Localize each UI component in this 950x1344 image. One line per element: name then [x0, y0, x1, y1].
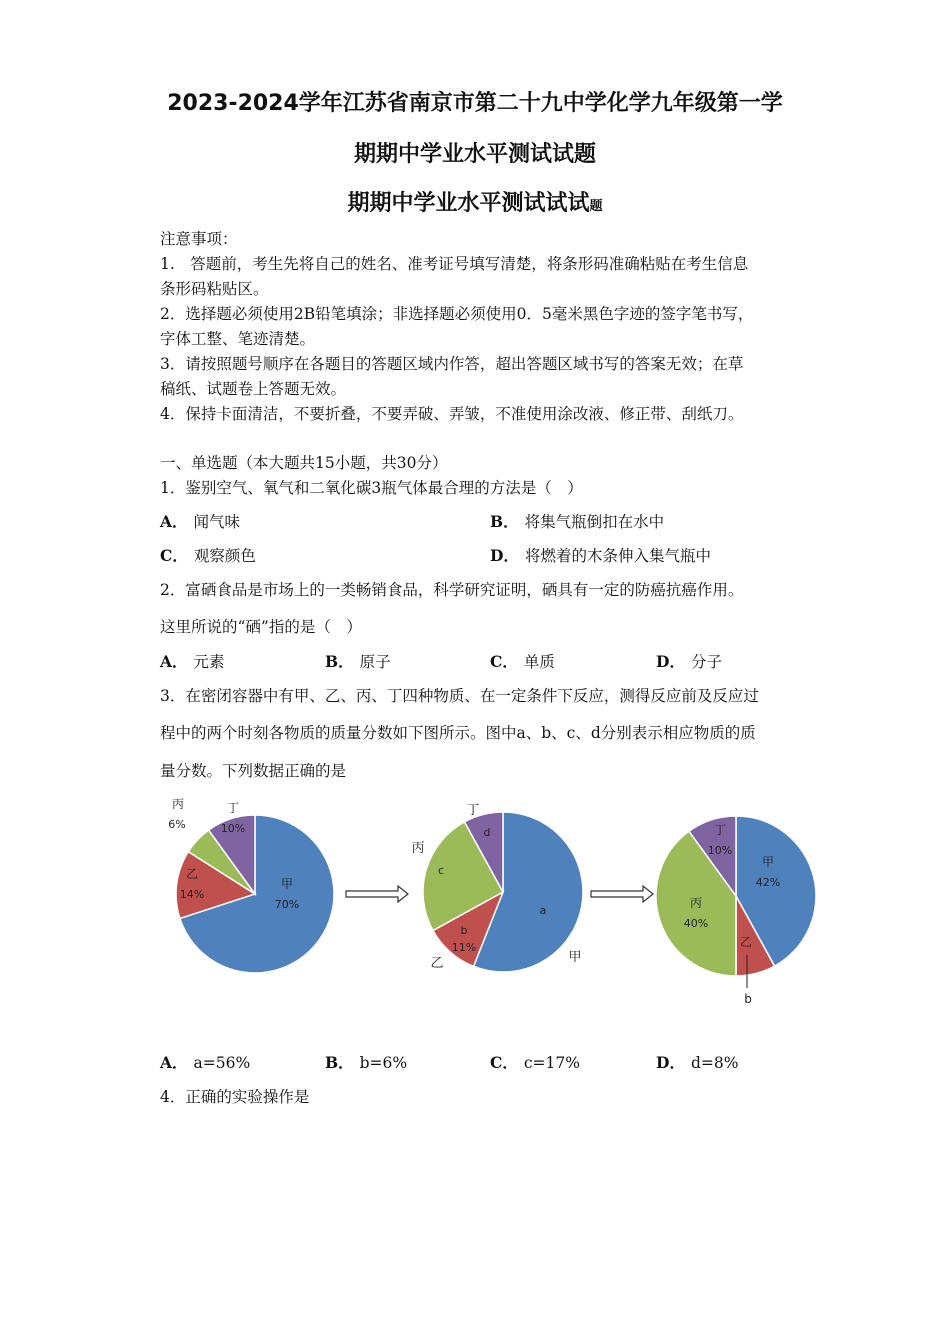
option-key: C． [490, 652, 518, 671]
option-key: B． [490, 512, 519, 531]
arrow-icon [346, 886, 408, 902]
notice-line-4: 字体工整、笔迹清楚。 [160, 330, 316, 348]
option-text: 将集气瓶倒扣在水中 [524, 513, 665, 531]
pie3-value-甲: 42% [755, 876, 781, 889]
title-line-3-small: 题 [589, 199, 603, 214]
notice-line-5: 3．请按照题号顺序在各题目的答题区域内作答，超出答题区域书写的答案无效；在草 [160, 355, 744, 373]
notice-line-7: 4．保持卡面清洁，不要折叠，不要弄破、弄皱，不准使用涂改液、修正带、刮纸刀。 [160, 405, 744, 423]
section-heading: 一、单选题（本大题共15小题，共30分） [160, 454, 448, 472]
q2-option-a [160, 650, 225, 672]
pie3-label-丁: 丁 [713, 823, 727, 837]
option-text: a=56% [193, 1054, 251, 1072]
q2-stem-2: 这里所说的“硒”指的是（ ） [160, 618, 362, 636]
q2-option-c [490, 650, 555, 672]
option-key: A． [160, 1053, 188, 1072]
pie3-value-丁: 10% [707, 844, 733, 857]
pie2-value-b-pct: 11% [451, 941, 477, 954]
notice-heading: 注意事项： [160, 230, 238, 248]
q3-option-b [325, 1051, 407, 1073]
pie1-label-甲: 甲 [280, 877, 294, 891]
pie2-value-b: b [460, 924, 468, 937]
q3-option-d [656, 1051, 738, 1073]
option-key: A． [160, 512, 188, 531]
title-line-1: 2023-2024学年江苏省南京市第二十九中学化学九年级第一学 [167, 91, 783, 116]
option-key: D． [656, 652, 685, 671]
arrow-icon [591, 886, 653, 902]
option-text: 将燃着的木条伸入集气瓶中 [524, 547, 711, 565]
option-text: d=8% [690, 1054, 739, 1072]
q1-option-b [490, 510, 664, 532]
pie1-value-甲: 70% [274, 898, 300, 911]
q1-option-c [160, 544, 256, 566]
pie2-label-甲: 甲 [568, 950, 582, 965]
pie2-value-d: d [483, 826, 491, 839]
q3-option-a [160, 1051, 250, 1073]
option-key: C． [160, 546, 188, 565]
pie1-value-丙: 6% [168, 818, 186, 831]
pie2-label-丁: 丁 [466, 803, 480, 818]
title-line-3-main: 期期中学业水平测试试试 [347, 191, 590, 216]
pie-chart-figure [0, 780, 950, 1020]
pie3-value-b: b [744, 992, 752, 1006]
option-text: 原子 [359, 653, 391, 671]
q3-stem-2: 程中的两个时刻各物质的质量分数如下图所示。图中a、b、c、d分别表示相应物质的质 [160, 724, 756, 742]
option-key: D． [490, 546, 519, 565]
pie2-value-c: c [437, 864, 445, 877]
q4-stem: 4．正确的实验操作是 [160, 1088, 310, 1106]
option-text: 元素 [193, 653, 225, 671]
q1-option-a [160, 510, 240, 532]
pie1-value-乙: 14% [179, 888, 205, 901]
title-line-3 [0, 186, 950, 217]
pie3-value-丙: 40% [683, 917, 709, 930]
q1-option-d [490, 544, 711, 566]
notice-line-6: 稿纸、试题卷上答题无效。 [160, 380, 347, 398]
q2-option-b [325, 650, 391, 672]
pie3-label-丙: 丙 [689, 896, 703, 910]
option-key: A． [160, 652, 188, 671]
option-text: 单质 [523, 653, 555, 671]
q3-stem-1: 3．在密闭容器中有甲、乙、丙、丁四种物质、在一定条件下反应，测得反应前及反应过 [160, 687, 759, 705]
pie3-label-乙: 乙 [739, 935, 753, 949]
option-text: b=6% [359, 1054, 408, 1072]
q1-stem: 1．鉴别空气、氧气和二氧化碳3瓶气体最合理的方法是（ ） [160, 479, 583, 497]
title-line-2: 期期中学业水平测试试题 [353, 142, 596, 167]
q3-option-c [490, 1051, 580, 1073]
q2-option-d [656, 650, 722, 672]
pie1-label-乙: 乙 [185, 867, 199, 881]
pie2-value-a: a [539, 904, 547, 917]
option-key: B． [325, 652, 354, 671]
option-text: 观察颜色 [193, 547, 256, 565]
option-key: C． [490, 1053, 518, 1072]
pie1-label-丙: 丙 [171, 797, 185, 811]
notice-line-1: 1. 答题前，考生先将自己的姓名、准考证号填写清楚，将条形码准确粘贴在考生信息 [160, 255, 749, 273]
pie2-label-丙: 丙 [411, 841, 425, 856]
notice-line-3: 2．选择题必须使用2B铅笔填涂；非选择题必须使用0．5毫米黑色字迹的签字笔书写， [160, 305, 754, 323]
notice-line-2: 条形码粘贴区。 [160, 280, 269, 298]
option-key: B． [325, 1053, 354, 1072]
pie2-label-乙: 乙 [430, 956, 444, 971]
option-text: 分子 [690, 653, 722, 671]
pie3-label-甲: 甲 [761, 855, 775, 869]
option-text: c=17% [523, 1054, 580, 1072]
option-text: 闻气味 [193, 513, 241, 531]
pie1-label-丁: 丁 [226, 801, 240, 815]
option-key: D． [656, 1053, 685, 1072]
q2-stem-1: 2．富硒食品是市场上的一类畅销食品，科学研究证明，硒具有一定的防癌抗癌作用。 [160, 581, 744, 599]
q3-stem-3: 量分数。下列数据正确的是 [160, 762, 347, 780]
pie1-value-丁: 10% [220, 822, 246, 835]
